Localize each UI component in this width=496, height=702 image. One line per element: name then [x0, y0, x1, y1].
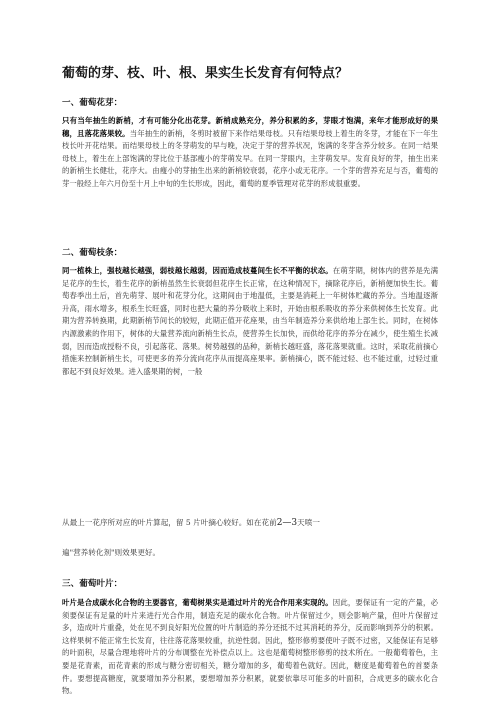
section-lead-branch: 同一植株上，强枝越长越强，弱枝越长越弱，因而造成枝蔓间生长不平衡的状态。 — [62, 266, 333, 275]
section-lead-leaf: 叶片是合成碳水化合物的主要器官，葡萄树果实是通过叶片的光合作用来实现的。 — [62, 598, 333, 607]
section-body-branch — [62, 265, 438, 378]
section-heading-branch: 二、葡萄枝条： — [62, 248, 123, 258]
document-title: 葡萄的芽、枝、叶、根、果实生长发育有何特点？ — [62, 66, 349, 81]
section-lead-bud: 只有当年抽生的新梢，才有可能分化出花芽。新梢成熟充分，养分积累的多，芽眼才饱满，来年才能形成好的果穗，且落花落果较。 — [62, 116, 438, 138]
spray-days-value: 2—3 — [276, 518, 298, 528]
section-text-branch-3: 遍"营养转化剂"则效果更好。 — [62, 548, 161, 557]
section-body-branch-cont — [62, 512, 438, 534]
section-heading-leaf: 三、葡萄叶片： — [62, 579, 123, 589]
section-text-leaf: 因此，要保证有一定的产量，必须要保证有足量的叶片来进行光合作用，制造充足的碳水化合物。叶片保留过少，则会影响产量，但叶片保留过多，造成叶片重叠，处在见不到良好阳光位置的叶片制造的养分还抵不过其消耗的养分，反而影响到养分的积累。这样果树不能正常生长发育，往往落花落果较重，抗逆性弱。因此，整形修剪要使叶子既不过密，又能保证有足够的叶面积，尽量合理地将叶片的分布调整在光补偿点以上。这也是葡萄树整形修剪的技术所在。一般葡萄着色，主要是花青素，而花青素的形成与糖分密切相关，糖分增加的多，葡萄着色就好。因此，糖度是葡萄着色的首要条件。要想提高糖度，就要增加养分积累，要想增加养分积累，就要依靠尽可能多的叶面积，合成更多的碳水化合物。 — [62, 598, 438, 696]
section-text-branch-2b: 天喷一 — [297, 518, 320, 527]
section-body-leaf — [62, 597, 438, 698]
section-text-branch: 在萌芽期，树体内的营养是先满足花序的生长，着生花序的新梢虽然生长衰弱但花序生长正常，在这种情况下，摘除花序后，新梢便加快生长。葡萄春季出土后，首先萌芽、展叶和花芽分化，这期间由于地温低，主要是消耗上一年树体贮藏的养分。当地温逐渐升高，雨水增多，根系生长旺盛，同时也把大量的养分吸收上来时，开始由根系吸收的养分来供树体生长发育。此期为营养转换期，此期新梢节间长的较短，此期正值开花座果，由当年制造养分来供给地上部生长。同时，在树体内源激素的作用下，树体的大量营养流向新梢生长点，使营养生长加快，而供给花序的养分在减少，使生殖生长减弱，因而造成授粉不良，引起落花、落果。树势越强的品种，新梢长越旺盛，落花落果就重。这时，采取花前摘心措施来控制新梢生长，可使更多的养分流向花序从而提高座果率。新梢摘心，既不能过轻、也不能过重，过轻过重都起不到良好效果。进入盛果期的树，一般 — [62, 266, 438, 376]
section-body-branch-end — [62, 542, 438, 563]
section-text-bud: 当年抽生的新梢，冬剪时被留下来作结果母枝。只有结果母枝上着生的冬芽，才能在下一年生枝长叶开花结果。而结果母枝上的冬芽萌发的早与晚，决定于芽的营养状况，饱满的冬芽含养分较多。在同一结果母枝上，着生在上部饱满的芽比位于基部瘦小的芽萌发早。在同一芽眼内，主芽萌发早。发育良好的芽，抽生出来的新梢生长健壮，花序大。由瘦小的芽抽生出来的新梢较衰弱，花序小或无花序。一个芽的营养充足与否，葡萄的芽一般经上年六月份至十月上中旬的生长形成，因此，葡萄的夏季管理对花芽的形成很重要。 — [62, 128, 438, 188]
section-heading-bud: 一、葡萄花芽： — [62, 98, 123, 108]
section-body-bud — [62, 115, 438, 191]
section-text-branch-2a: 从最上一花序所对应的叶片算起，留 5 片叶摘心较好。如在花前 — [62, 518, 277, 527]
